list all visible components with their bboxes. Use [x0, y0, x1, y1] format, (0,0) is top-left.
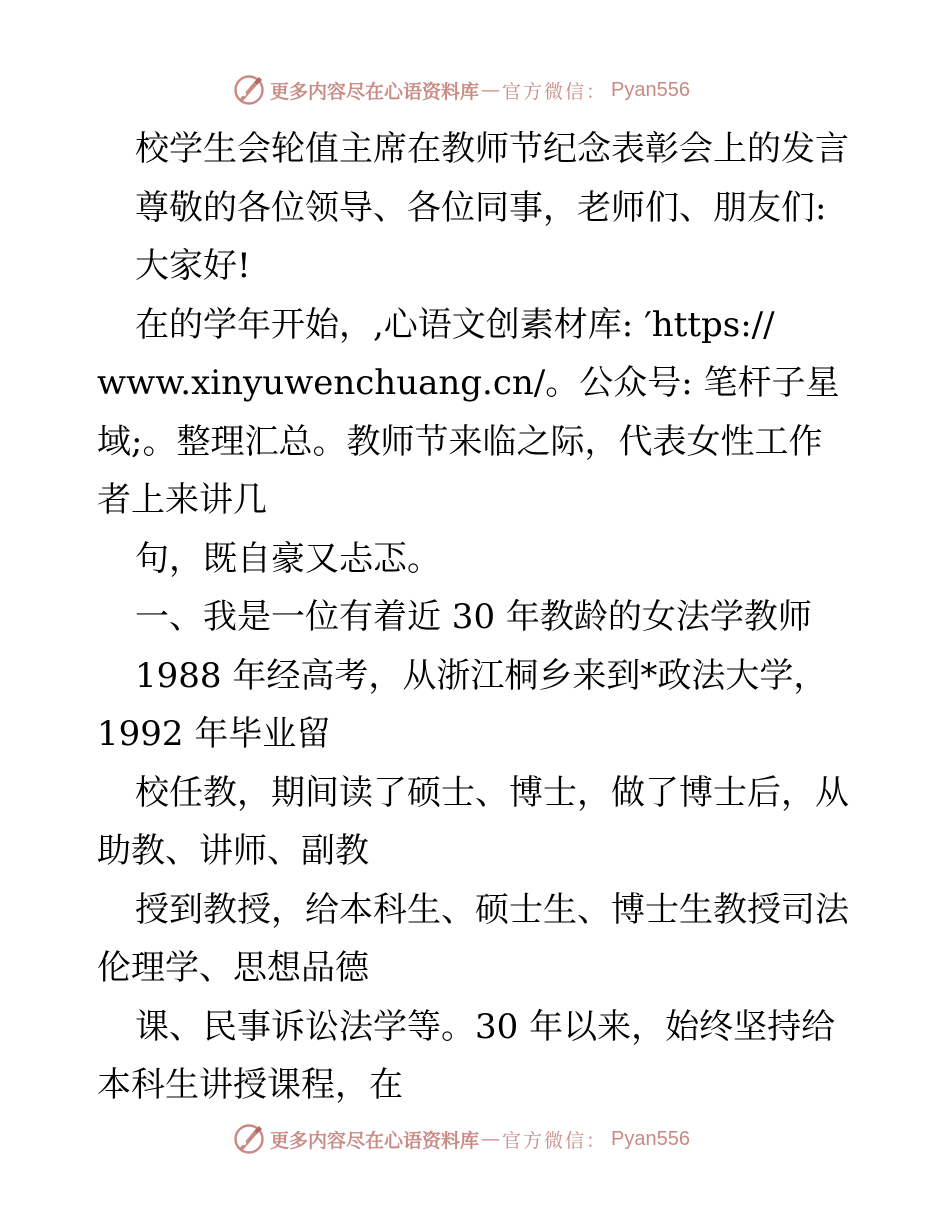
document-line: 本科生讲授课程，在: [97, 1065, 403, 1105]
header-watermark-separator: —: [481, 79, 501, 101]
document-line: 在的学年开始，,心语文创素材库: ′https://: [135, 304, 775, 345]
pen-logo-icon: [232, 1122, 266, 1156]
document-line: 校学生会轮值主席在教师节纪念表彰会上的发言: [135, 129, 849, 169]
document-line: 课、民事诉讼法学等。30 年以来，始终坚持给: [135, 1006, 836, 1047]
pen-logo-icon: [232, 73, 266, 107]
footer-watermark-sub: 官方微信：: [502, 1129, 608, 1152]
header-watermark-sub: 官方微信：: [502, 80, 608, 103]
document-line: www.xinyuwenchuang.cn/。公众号: 笔杆子星: [97, 363, 840, 403]
document-line: 校任教，期间读了硕士、博士，做了博士后，从: [135, 772, 849, 813]
footer-watermark-main: 更多内容尽在心语资料库: [270, 1129, 480, 1152]
document-line: 尊敬的各位领导、各位同事，老师们、朋友们:: [135, 187, 827, 228]
footer-watermark: [232, 1119, 752, 1159]
document-line: 助教、讲师、副教: [97, 831, 369, 871]
document-line: 伦理学、思想品德: [97, 948, 369, 988]
document-line: 者上来讲几: [97, 480, 267, 520]
footer-watermark-id: Pyan556: [611, 1127, 690, 1150]
header-watermark-main: 更多内容尽在心语资料库: [270, 80, 480, 103]
header-watermark-id: Pyan556: [611, 78, 690, 101]
document-line: 1992 年毕业留: [97, 714, 331, 754]
document-line: 域;。整理汇总。教师节来临之际，代表女性工作: [97, 421, 823, 462]
document-body: [97, 120, 867, 1115]
document-line: 句，既自豪又忐忑。: [135, 538, 441, 579]
header-watermark: [232, 70, 752, 110]
document-line: 大家好!: [135, 246, 251, 286]
document-line: 1988 年经高考，从浙江桐乡来到*政法大学，: [135, 655, 828, 696]
document-line: 一、我是一位有着近 30 年教龄的女法学教师: [135, 597, 812, 637]
footer-watermark-separator: —: [481, 1128, 501, 1150]
document-line: 授到教授，给本科生、硕士生、博士生教授司法: [135, 889, 849, 930]
